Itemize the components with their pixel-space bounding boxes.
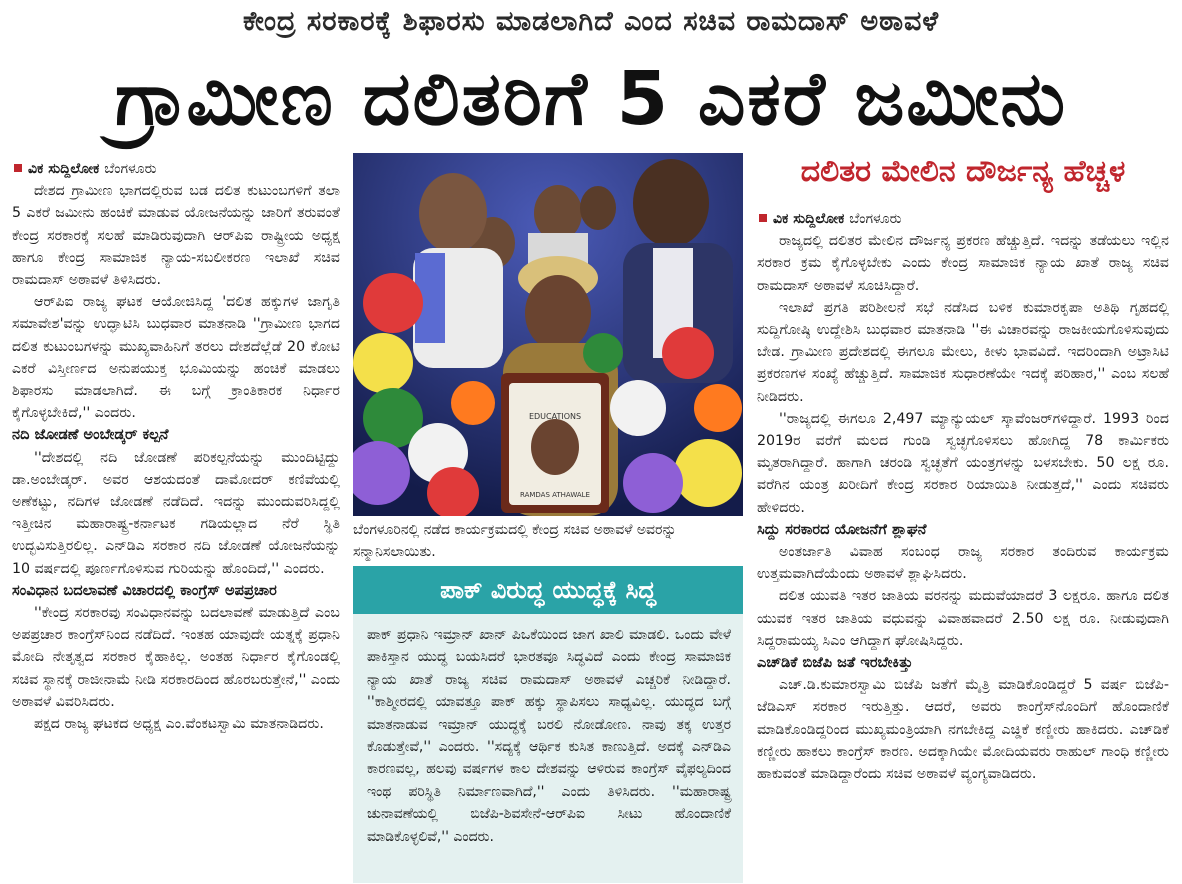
right-headline: ದಲಿತರ ಮೇಲಿನ ದೌರ್ಜನ್ಯ ಹೆಚ್ಚಳ <box>800 154 1126 189</box>
article-paragraph: ದೇಶದ ಗ್ರಾಮೀಣ ಭಾಗದಲ್ಲಿರುವ ಬಡ ದಲಿತ ಕುಟುಂಬಗಳಿಗೆ ತಲಾ 5 ಎಕರೆ ಜಮೀನು ಹಂಚಿಕೆ ಮಾಡುವ ಯೋಜನೆಯನ್ನು ಜಾರಿಗೆ ತರುವಂತೆ ಕೇಂದ್ರ ಸರಕಾರಕ್ಕೆ ಸಲಹೆ ಮಾಡಿರುವುದಾಗಿ ಆರ್‌ಪಿಐ ರಾಷ್ಟ್ರೀಯ ಅಧ್ಯಕ್ಷ ಹಾಗೂ ಕೇಂದ್ರ ಸಾಮಾಜಿಕ ನ್ಯಾಯ-ಸಬಲೀಕರಣ ಇಲಾಖೆ ಸಚಿವ ರಾಮದಾಸ್ ಅಠಾವಳೆ ತಿಳಿಸಿದರು. <box>12 183 340 289</box>
article-paragraph: ಆರ್‌ಪಿಐ ರಾಜ್ಯ ಘಟಕ ಆಯೋಜಿಸಿದ್ದ 'ದಲಿತ ಹಕ್ಕುಗಳ ಜಾಗೃತಿ ಸಮಾವೇಶ'ವನ್ನು ಉದ್ಘಾಟಿಸಿ ಬುಧವಾರ ಮಾತನಾಡಿ ''ಗ್ರಾಮೀಣ ಭಾಗದ ದಲಿತ ಕುಟುಂಬಗಳನ್ನು ಮುಖ್ಯವಾಹಿನಿಗೆ ತರಲು ದೇಶದೆಲ್ಲೆಡೆ 20 ಕೋಟಿ ಎಕರೆ ವಿಸ್ತೀರ್ಣದ ಅನುಪಯುಕ್ತ ಭೂಮಿಯನ್ನು ಹಂಚಿಕೆ ಮಾಡಲು ಶಿಫಾರಸು ಮಾಡಲಾಗಿದೆ. ಈ ಬಗ್ಗೆ ಕ್ರಾಂತಿಕಾರಕ ನಿರ್ಧಾರ ಕೈಗೊಳ್ಳಬೇಕಿದೆ,'' ಎಂದರು. <box>12 294 340 422</box>
news-photo <box>353 153 743 516</box>
subheading: ಸಂವಿಧಾನ ಬದಲಾವಣೆ ವಿಚಾರದಲ್ಲಿ ಕಾಂಗ್ರೆಸ್ ಅಪಪ್ರಚಾರ <box>12 581 277 599</box>
byline <box>12 158 340 180</box>
byline <box>757 208 1169 230</box>
article-paragraph: ರಾಜ್ಯದಲ್ಲಿ ದಲಿತರ ಮೇಲಿನ ದೌರ್ಜನ್ಯ ಪ್ರಕರಣ ಹೆಚ್ಚುತ್ತಿದೆ. ಇದನ್ನು ತಡೆಯಲು ಇಲ್ಲಿನ ಸರಕಾರ ಕ್ರಮ ಕೈಗೊಳ್ಳಬೇಕು ಎಂದು ಕೇಂದ್ರ ಸಾಮಾಜಿಕ ನ್ಯಾಯ ಖಾತೆ ರಾಜ್ಯ ಸಚಿವ ರಾಮದಾಸ್ ಅಠಾವಳೆ ಸೂಚಿಸಿದ್ದಾರೆ. <box>757 233 1169 294</box>
bullet-square-icon <box>14 164 22 172</box>
main-headline: ಗ್ರಾಮೀಣ ದಲಿತರಿಗೆ 5 ಎಕರೆ ಜಮೀನು <box>114 56 1068 142</box>
article-paragraph: ''ದೇಶದಲ್ಲಿ ನದಿ ಜೋಡಣೆ ಪರಿಕಲ್ಪನೆಯನ್ನು ಮುಂದಿಟ್ಟಿದ್ದು ಡಾ.ಅಂಬೇಡ್ಕರ್. ಅವರ ಆಶಯದಂತೆ ದಾಮೋದರ್ ಕಣಿವೆಯಲ್ಲಿ ಅಣೆಕಟ್ಟು, ನದಿಗಳ ಜೋಡಣೆ ನಡೆದಿದೆ. ಇದನ್ನು ಮುಂದುವರಿಸಿದ್ದಲ್ಲಿ ಇತ್ತೀಚಿನ ಮಹಾರಾಷ್ಟ್ರ-ಕರ್ನಾಟಕ ಗಡಿಯಲ್ಲಾದ ನೆರೆ ಸ್ಥಿತಿ ಉದ್ಭವಿಸುತ್ತಿರಲಿಲ್ಲ. ಎನ್‌ಡಿಎ ಸರಕಾರ ನದಿ ಜೋಡಣೆ ಯೋಜನೆಯನ್ನು 10 ವರ್ಷದಲ್ಲಿ ಪೂರ್ಣಗೊಳಿಸುವ ಗುರಿಯನ್ನು ಹೊಂದಿದೆ,'' ಎಂದರು. <box>12 449 340 577</box>
subheading: ಎಚ್‌ಡಿಕೆ ಬಿಜೆಪಿ ಜತೆ ಇರಬೇಕಿತ್ತು <box>757 654 913 672</box>
subheading: ಸಿದ್ದು ಸರಕಾರದ ಯೋಜನೆಗೆ ಶ್ಲಾಘನೆ <box>757 520 927 538</box>
box-title: ಪಾಕ್ ವಿರುದ್ಧ ಯುದ್ಧಕ್ಕೆ ಸಿದ್ಧ <box>353 566 743 614</box>
article-paragraph: ಪಕ್ಷದ ರಾಜ್ಯ ಘಟಕದ ಅಧ್ಯಕ್ಷ ಎಂ.ವೆಂಕಟಸ್ವಾಮಿ ಮಾತನಾಡಿದರು. <box>34 716 324 733</box>
byline-source: ವಿಕ ಸುದ್ದಿಲೋಕ <box>773 211 845 227</box>
byline-city: ಬೆಂಗಳೂರು <box>104 161 157 177</box>
left-article-column <box>12 158 340 735</box>
photo-caption: ಬೆಂಗಳೂರಿನಲ್ಲಿ ನಡೆದ ಕಾರ್ಯಕ್ರಮದಲ್ಲಿ ಕೇಂದ್ರ ಸಚಿವ ಅಠಾವಳೆ ಅವರನ್ನು ಸನ್ಮಾನಿಸಲಾಯಿತು. <box>353 522 677 560</box>
box-paragraph: ಪಾಕ್ ಪ್ರಧಾನಿ ಇಮ್ರಾನ್ ಖಾನ್ ಪಿಒಕೆಯಿಂದ ಜಾಗ ಖಾಲಿ ಮಾಡಲಿ. ಒಂದು ವೇಳೆ ಪಾಕಿಸ್ತಾನ ಯುದ್ಧ ಬಯಸಿದರೆ ಭಾರತವೂ ಸಿದ್ಧವಿದೆ ಎಂದು ಕೇಂದ್ರ ಸಾಮಾಜಿಕ ನ್ಯಾಯ ಖಾತೆ ರಾಜ್ಯ ಸಚಿವ ರಾಮದಾಸ್ ಅಠಾವಳೆ ಎಚ್ಚರಿಕೆ ನೀಡಿದ್ದಾರೆ. ''ಕಾಶ್ಮೀರದಲ್ಲಿ ಯಾವತ್ತೂ ಪಾಕ್ ಹಕ್ಕು ಸ್ಥಾಪಿಸಲು ಸಾಧ್ಯವಿಲ್ಲ. ಯುದ್ಧದ ಬಗ್ಗೆ ಮಾತನಾಡುವ ಇಮ್ರಾನ್ ಯುದ್ಧಕ್ಕೆ ಬರಲಿ ನೋಡೋಣ. ನಾವು ತಕ್ಕ ಉತ್ತರ ಕೊಡುತ್ತೇವೆ,'' ಎಂದರು. ''ಸದ್ಯಕ್ಕೆ ಆರ್ಥಿಕ ಕುಸಿತ ಕಾಣುತ್ತಿದೆ. ಅದಕ್ಕೆ ಎನ್‌ಡಿಎ ಕಾರಣವಲ್ಲ, ಹಲವು ವರ್ಷಗಳ ಕಾಲ ದೇಶವನ್ನು ಆಳಿರುವ ಕಾಂಗ್ರೆಸ್ ವೈಫಲ್ಯದಿಂದ ಇಂಥ ಪರಿಸ್ಥಿತಿ ನಿರ್ಮಾಣವಾಗಿದೆ,'' ಎಂದು ತಿಳಿಸಿದರು. ''ಮಹಾರಾಷ್ಟ್ರ ಚುನಾವಣೆಯಲ್ಲಿ ಬಿಜೆಪಿ-ಶಿವಸೇನೆ-ಆರ್‌ಪಿಐ ಸೀಟು ಹೊಂದಾಣಿಕೆ ಮಾಡಿಕೊಳ್ಳಲಿವೆ,'' ಎಂದರು. <box>367 627 731 845</box>
stage-garlands-photo <box>353 153 743 516</box>
plaque-text: EDUCATIONS <box>528 412 582 421</box>
bullet-square-icon <box>759 214 767 222</box>
article-paragraph: ''ರಾಜ್ಯದಲ್ಲಿ ಈಗಲೂ 2,497 ಮ್ಯಾನ್ಯುಯಲ್ ಸ್ಕಾವೆಂಜರ್‌ಗಳಿದ್ದಾರೆ. 1993 ರಿಂದ 2019ರ ವರೆಗೆ ಮಲದ ಗುಂಡಿ ಸ್ವಚ್ಛಗೊಳಿಸಲು ಹೋಗಿದ್ದ 78 ಕಾರ್ಮಿಕರು ಮೃತರಾಗಿದ್ದಾರೆ. ಹಾಗಾಗಿ ಚರಂಡಿ ಸ್ವಚ್ಛತೆಗೆ ಯಂತ್ರಗಳನ್ನು ಬಳಸಬೇಕು. 50 ಲಕ್ಷ ರೂ. ವರೆಗಿನ ಯಂತ್ರ ಖರೀದಿಗೆ ಕೇಂದ್ರ ಸರಕಾರ ರಿಯಾಯಿತಿ ನೀಡುತ್ತದೆ,'' ಎಂದು ಸಚಿವರು ಹೇಳಿದರು. <box>757 410 1169 516</box>
byline-city: ಬೆಂಗಳೂರು <box>849 211 902 227</box>
box-body <box>353 614 743 848</box>
article-paragraph: ಅಂತರ್ಜಾತಿ ವಿವಾಹ ಸಂಬಂಧ ರಾಜ್ಯ ಸರಕಾರ ತಂದಿರುವ ಕಾರ್ಯಕ್ರಮ ಉತ್ತಮವಾಗಿದೆಯೆಂದು ಅಠಾವಳೆ ಶ್ಲಾಘಿಸಿದರು. <box>757 544 1169 583</box>
right-article-column <box>757 150 1169 785</box>
article-paragraph: ''ಕೇಂದ್ರ ಸರಕಾರವು ಸಂವಿಧಾನವನ್ನು ಬದಲಾವಣೆ ಮಾಡುತ್ತಿದೆ ಎಂಬ ಅಪಪ್ರಚಾರ ಕಾಂಗ್ರೆಸ್‌ನಿಂದ ನಡೆದಿದೆ. ಇಂತಹ ಯಾವುದೇ ಯತ್ನಕ್ಕೆ ಪ್ರಧಾನಿ ಮೋದಿ ನೇತೃತ್ವದ ಸರಕಾರ ಕೈಹಾಕಿಲ್ಲ. ಅಂತಹ ನಿರ್ಧಾರ ಕೈಗೊಂಡಲ್ಲಿ ಸಚಿವ ಸ್ಥಾನಕ್ಕೆ ರಾಜೀನಾಮೆ ನೀಡಿ ಸರಕಾರದಿಂದ ಹೊರಬರುತ್ತೇನೆ,'' ಎಂದು ಅಠಾವಳೆ ವಿವರಿಸಿದರು. <box>12 605 340 710</box>
article-paragraph: ಇಲಾಖೆ ಪ್ರಗತಿ ಪರಿಶೀಲನೆ ಸಭೆ ನಡೆಸಿದ ಬಳಿಕ ಕುಮಾರಕೃಪಾ ಅತಿಥಿ ಗೃಹದಲ್ಲಿ ಸುದ್ದಿಗೋಷ್ಠಿ ಉದ್ದೇಶಿಸಿ ಬುಧವಾರ ಮಾತನಾಡಿ ''ಈ ವಿಚಾರವನ್ನು ರಾಜಕೀಯಗೊಳಿಸುವುದು ಬೇಡ. ಗ್ರಾಮೀಣ ಪ್ರದೇಶದಲ್ಲಿ ಈಗಲೂ ಮೇಲು, ಕೀಳು ಭಾವವಿದೆ. ಇದರಿಂದಾಗಿ ಅಟ್ರಾಸಿಟಿ ಪ್ರಕರಣಗಳ ಸಂಖ್ಯೆ ಹೆಚ್ಚುತ್ತಿದೆ. ಸಾಮಾಜಿಕ ಸುಧಾರಣೆಯೇ ಇದಕ್ಕೆ ಪರಿಹಾರ,'' ಎಂಬ ಸಲಹೆ ನೀಡಿದರು. <box>757 299 1169 405</box>
article-paragraph: ಎಚ್.ಡಿ.ಕುಮಾರಸ್ವಾಮಿ ಬಿಜೆಪಿ ಜತೆಗೆ ಮೈತ್ರಿ ಮಾಡಿಕೊಂಡಿದ್ದರೆ 5 ವರ್ಷ ಬಿಜೆಪಿ-ಜೆಡಿಎಸ್ ಸರಕಾರ ಇರುತ್ತಿತ್ತು. ಆದರೆ, ಅವರು ಕಾಂಗ್ರೆಸ್‌ನೊಂದಿಗೆ ಹೊಂದಾಣಿಕೆ ಮಾಡಿಕೊಂಡಿದ್ದರಿಂದ ಮುಖ್ಯಮಂತ್ರಿಯಾಗಿ ನಗಬೇಕಿದ್ದ ಎಚ್ಡಿಕೆ ಕಣ್ಣೀರು ಹಾಕಿದರು. ಎಚ್‌ಡಿಕೆ ಕಣ್ಣೀರು ಹಾಕಲು ಕಾಂಗ್ರೆಸ್ ಕಾರಣ. ಅದಕ್ಕಾಗಿಯೇ ಮೋದಿಯವರು ರಾಹುಲ್ ಗಾಂಧಿ ಕಣ್ಣೀರು ಹಾಕುವಂತೆ ಮಾಡಿದ್ದಾರೆಂದು ಸಚಿವ ಅಠಾವಳೆ ವ್ಯಂಗ್ಯವಾಡಿದರು. <box>757 677 1169 783</box>
subheading: ನದಿ ಜೋಡಣೆ ಅಂಬೇಡ್ಕರ್ ಕಲ್ಪನೆ <box>12 426 169 444</box>
sidebar-box <box>353 566 743 883</box>
article-paragraph: ದಲಿತ ಯುವತಿ ಇತರ ಜಾತಿಯ ವರನನ್ನು ಮದುವೆಯಾದರೆ 3 ಲಕ್ಷರೂ. ಹಾಗೂ ದಲಿತ ಯುವಕ ಇತರ ಜಾತಿಯ ವಧುವನ್ನು ವಿವಾಹವಾದರೆ 2.50 ಲಕ್ಷ ರೂ. ನೀಡುವುದಾಗಿ ಸಿದ್ದರಾಮಯ್ಯ ಸಿಎಂ ಆಗಿದ್ದಾಗ ಘೋಷಿಸಿದ್ದರು. <box>757 588 1169 649</box>
byline-source: ವಿಕ ಸುದ್ದಿಲೋಕ <box>28 161 100 177</box>
plaque-name: RAMDAS ATHAWALE <box>520 491 590 499</box>
kicker-headline: ಕೇಂದ್ರ ಸರಕಾರಕ್ಕೆ ಶಿಫಾರಸು ಮಾಡಲಾಗಿದೆ ಎಂದ ಸಚಿವ ರಾಮದಾಸ್ ಅಠಾವಳೆ <box>242 6 940 37</box>
